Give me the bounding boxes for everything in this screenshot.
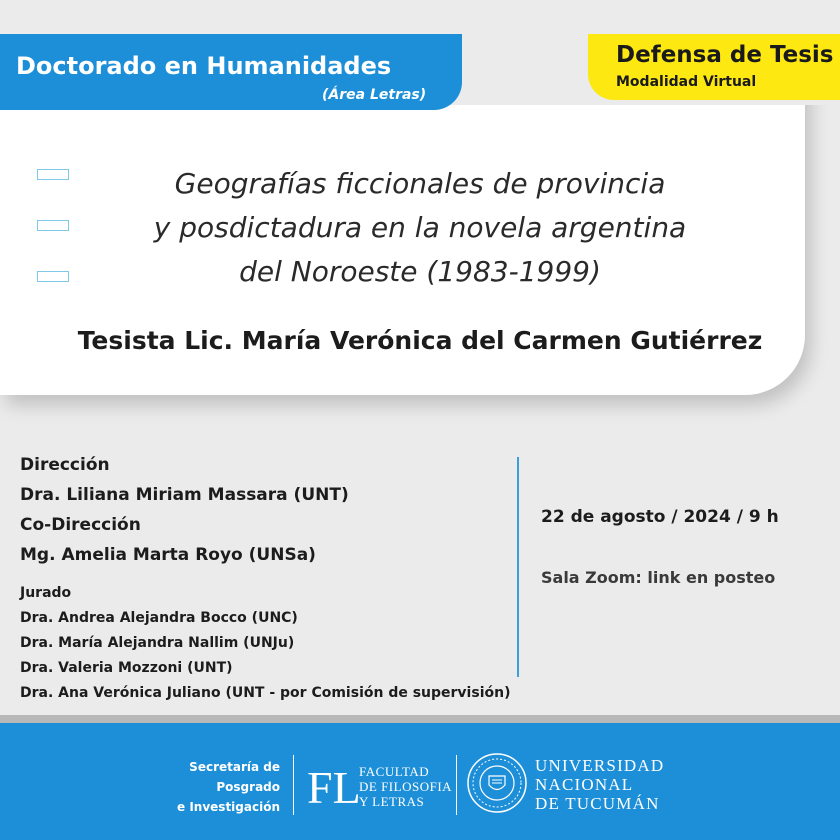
- thesis-title-line: del Noroeste (1983-1999): [239, 255, 601, 288]
- ffl-name: [359, 764, 452, 809]
- ffl-line: Y LETRAS: [359, 794, 425, 809]
- university-line: NACIONAL: [535, 775, 634, 794]
- jurado-member: Dra. Ana Verónica Juliano (UNT - por Comisión de supervisión): [20, 685, 511, 701]
- event-subtitle: Modalidad Virtual: [616, 74, 757, 90]
- codirector-name: Mg. Amelia Marta Royo (UNSa): [20, 545, 316, 565]
- university-seal-icon: [466, 752, 528, 814]
- thesis-title-line: Geografías ficcionales de provincia: [174, 167, 666, 200]
- jurado-member: Dra. María Alejandra Nallim (UNJu): [20, 635, 295, 651]
- event-location: Sala Zoom: link en posteo: [541, 568, 776, 587]
- decorative-bar: [37, 220, 69, 231]
- university-line: DE TUCUMÁN: [535, 794, 660, 813]
- thesis-title: [110, 162, 730, 294]
- jurado-member: Dra. Andrea Alejandra Bocco (UNC): [20, 610, 298, 626]
- thesis-author: Tesista Lic. María Verónica del Carmen Gutiérrez: [77, 326, 763, 355]
- ffl-logo-text: FL: [307, 762, 361, 813]
- footer-divider: [293, 755, 294, 815]
- ffl-line: FACULTAD: [359, 764, 430, 779]
- secretaria-line: e Investigación: [177, 800, 280, 814]
- jurado-label: Jurado: [20, 585, 72, 601]
- program-title: Doctorado en Humanidades: [16, 52, 392, 80]
- footer-divider: [456, 755, 457, 815]
- event-title: Defensa de Tesis: [616, 42, 834, 68]
- jurado-member: Dra. Valeria Mozzoni (UNT): [20, 660, 233, 676]
- director-name: Dra. Liliana Miriam Massara (UNT): [20, 485, 349, 505]
- university-line: UNIVERSIDAD: [535, 756, 665, 775]
- event-datetime: 22 de agosto / 2024 / 9 h: [541, 507, 779, 527]
- program-subtitle: (Área Letras): [322, 87, 427, 103]
- footer-separator: [0, 715, 840, 723]
- ffl-line: DE FILOSOFIA: [359, 779, 453, 794]
- university-name: [535, 756, 664, 813]
- secretaria-label: [177, 757, 280, 817]
- ffl-logo-icon: [305, 757, 361, 815]
- thesis-title-line: y posdictadura en la novela argentina: [153, 211, 687, 244]
- secretaria-line: Posgrado: [216, 780, 280, 794]
- secretaria-line: Secretaría de: [189, 760, 280, 774]
- decorative-bar: [37, 169, 69, 180]
- direccion-label: Dirección: [20, 455, 110, 475]
- codireccion-label: Co-Dirección: [20, 515, 141, 535]
- section-divider: [517, 457, 519, 677]
- decorative-bar: [37, 271, 69, 282]
